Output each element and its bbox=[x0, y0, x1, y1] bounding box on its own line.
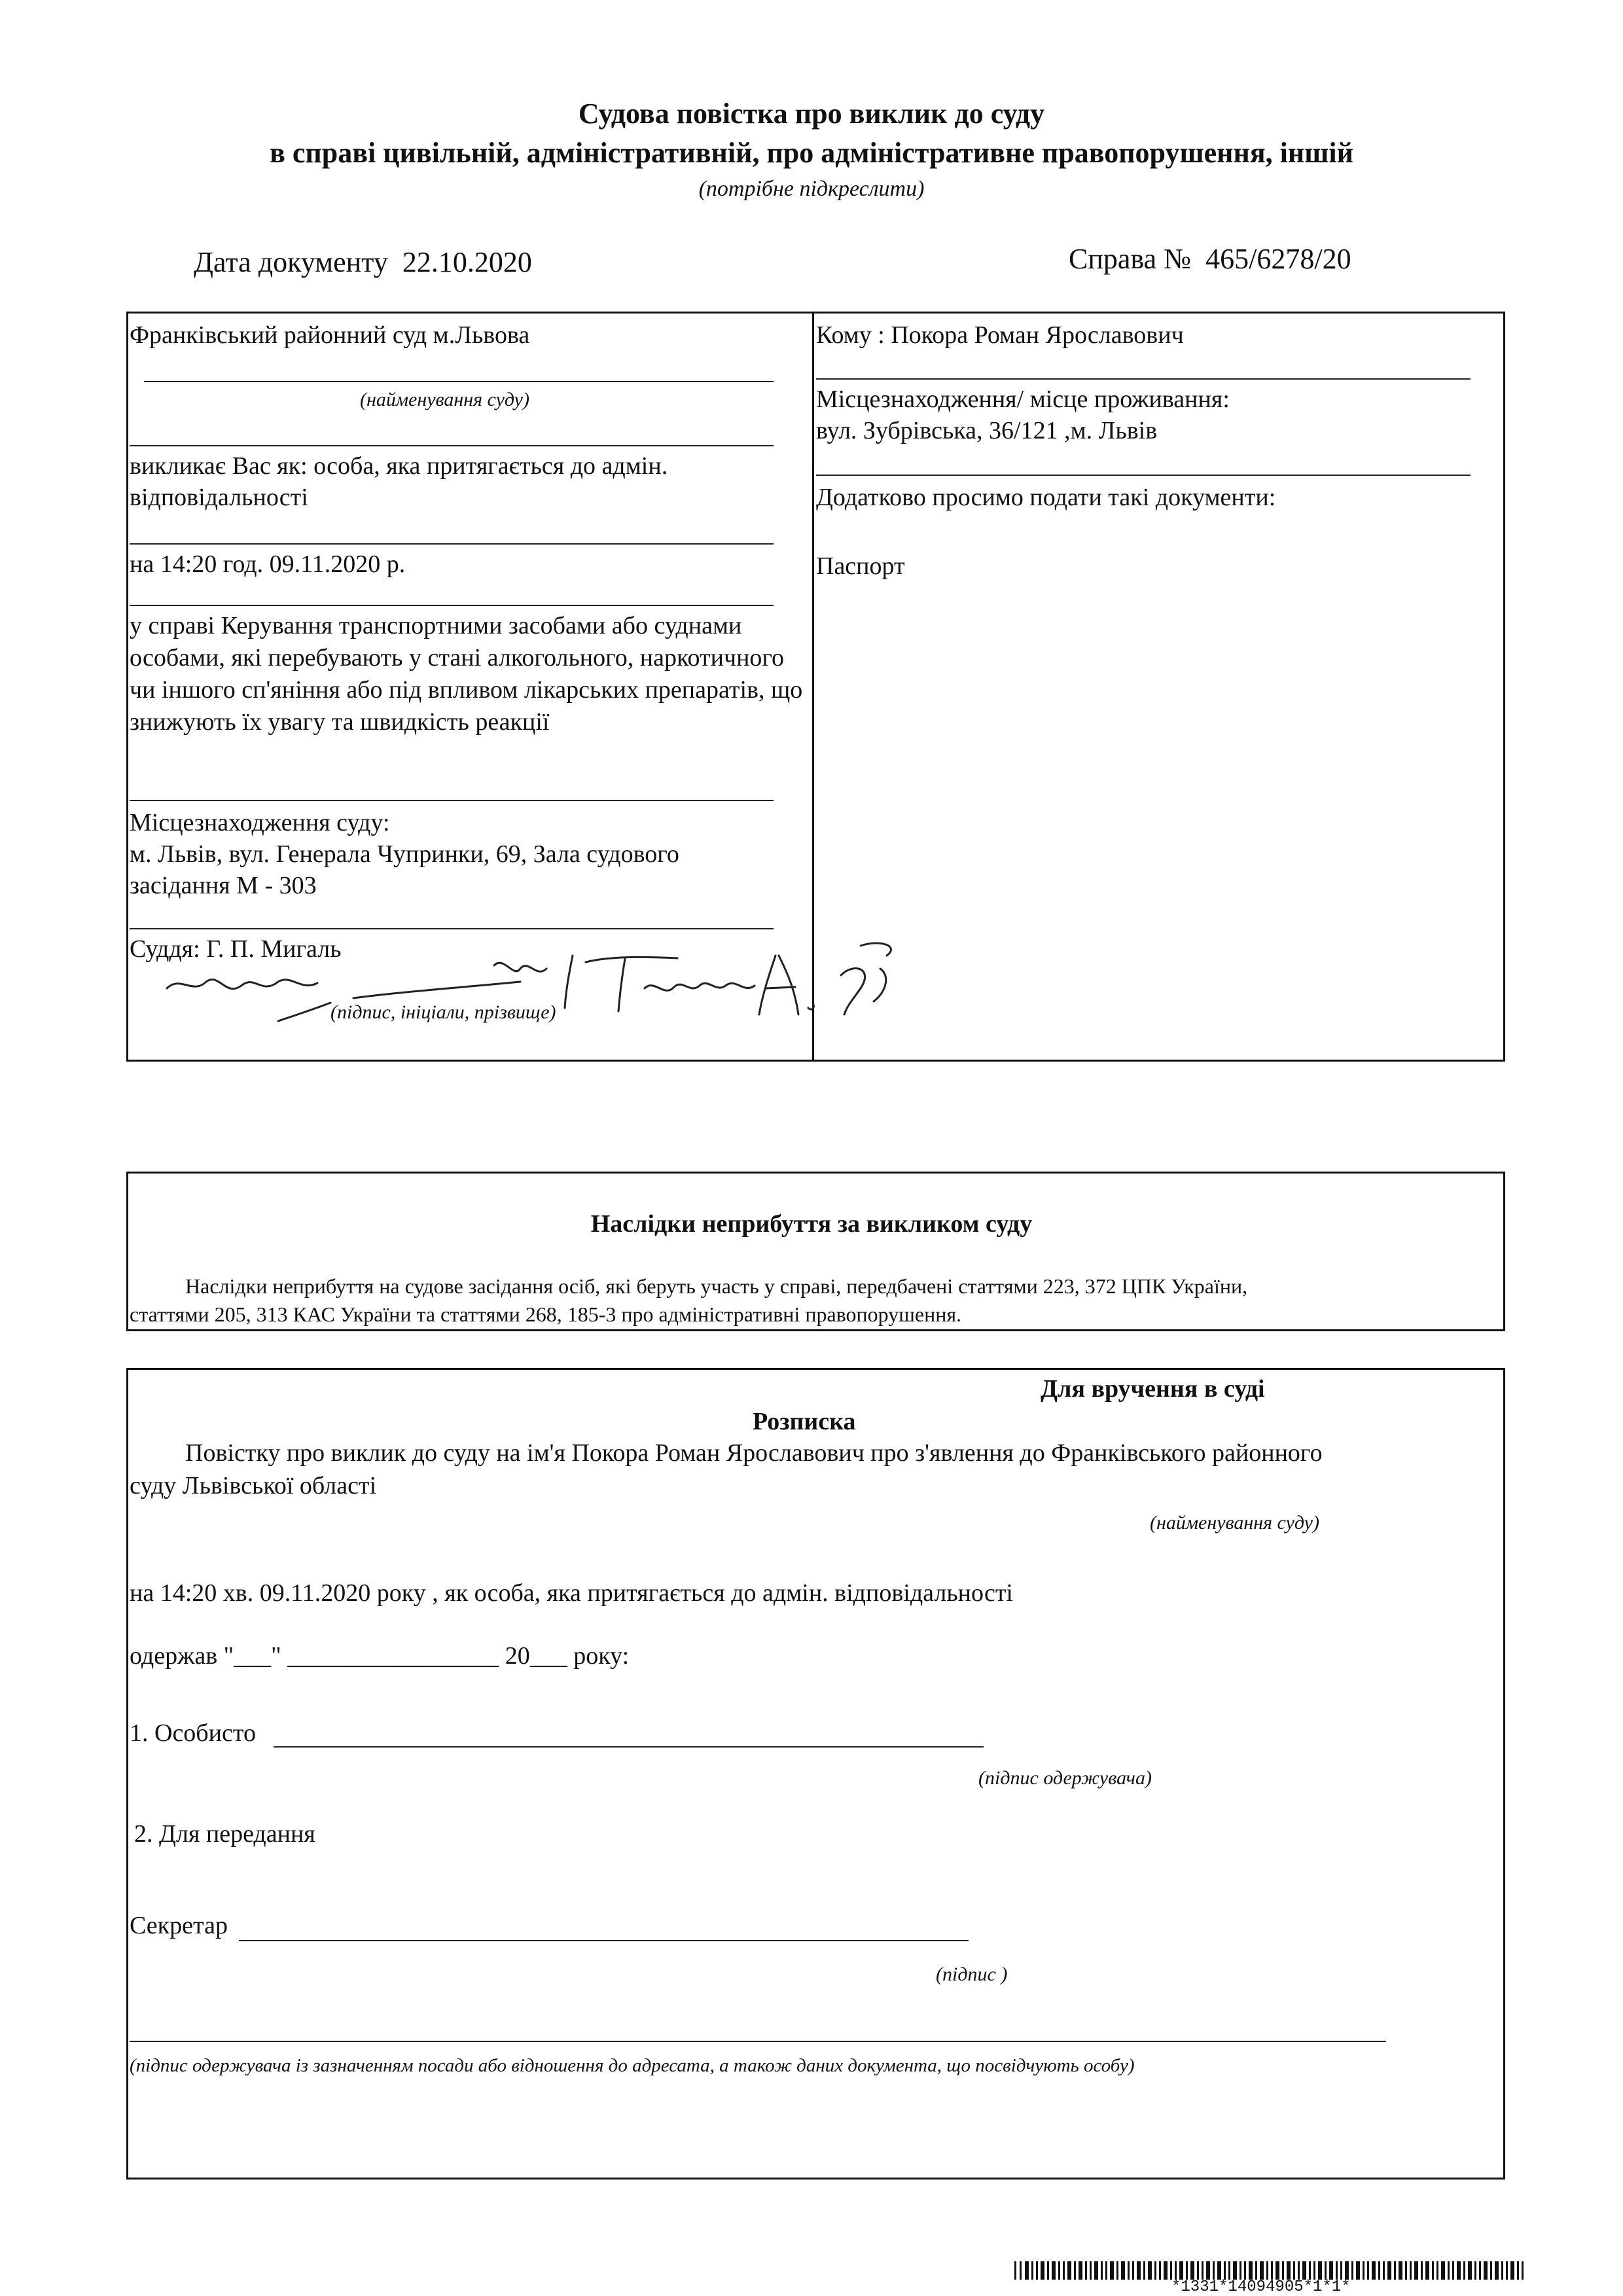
consequences-text-line2: статтями 205, 313 КАС України та статтями 268, 185-3 про адміністративні правопорушення. bbox=[130, 1302, 962, 1326]
judge-signature-image bbox=[128, 916, 946, 1047]
divider bbox=[130, 543, 774, 545]
secretary-signature-line bbox=[239, 1940, 969, 1941]
documents-label: Додатково просимо подати такі документи: bbox=[816, 484, 1276, 511]
signature-caption: (підпис, ініціали, прізвище) bbox=[330, 1001, 556, 1023]
divider bbox=[130, 605, 774, 606]
summons-role-line1: викликає Вас як: особа, яка притягається до адмін. bbox=[130, 452, 668, 480]
case-value: 465/6278/20 bbox=[1205, 243, 1351, 275]
receipt-footer-note: (підпис одержувача із зазначенням посади або відношення до адресата, а також даних документа, що посвідчують особу) bbox=[130, 2055, 1135, 2076]
court-location-line2: засідання М - 303 bbox=[130, 872, 317, 899]
court-name-underline bbox=[144, 381, 774, 382]
court-location-line1: м. Львів, вул. Генерала Чупринки, 69, Зала судового bbox=[130, 840, 679, 868]
address-value: вул. Зубрівська, 36/121 ,м. Львів bbox=[816, 417, 1158, 444]
receipt-line2: суду Львівської області bbox=[130, 1472, 377, 1499]
document-title: Судова повістка про виклик до суду bbox=[578, 98, 1045, 130]
consequences-text-line1: Наслідки неприбуття на судове засідання осіб, які беруть участь у справі, передбачені статтями 223, 372 ЦПК України, bbox=[185, 1274, 1248, 1298]
document-subtitle: в справі цивільній, адміністративній, про адміністративне правопорушення, іншій bbox=[270, 137, 1353, 169]
court-caption: (найменування суду) bbox=[1150, 1512, 1319, 1534]
personally-label: 1. Особисто bbox=[130, 1719, 256, 1747]
barcode-image bbox=[1014, 2261, 1525, 2280]
court-name: Франківський районний суд м.Львова bbox=[130, 321, 530, 349]
documents-value: Паспорт bbox=[816, 552, 905, 580]
for-transfer-label: 2. Для передання bbox=[134, 1820, 315, 1848]
date-value: 22.10.2020 bbox=[402, 246, 532, 278]
secretary-label: Секретар bbox=[130, 1912, 228, 1939]
address-label: Місцезнаходження/ місце проживання: bbox=[816, 386, 1230, 413]
consequences-title: Наслідки неприбуття за викликом суду bbox=[590, 1210, 1033, 1238]
court-name-caption: (найменування суду) bbox=[360, 389, 529, 410]
title-note: (потрібне підкреслити) bbox=[698, 177, 925, 201]
receipt-line1: Повістку про виклик до суду на ім'я Покора Роман Ярославович про з'явлення до Франківського районного bbox=[185, 1439, 1323, 1467]
received-date-line: одержав "___" _________________ 20___ року: bbox=[130, 1642, 630, 1670]
recipient-signature-caption: (підпис одержувача) bbox=[978, 1767, 1152, 1789]
document-date bbox=[194, 245, 532, 279]
court-location-label: Місцезнаходження суду: bbox=[130, 809, 390, 836]
divider bbox=[130, 445, 774, 446]
receipt-time-line: на 14:20 хв. 09.11.2020 року , як особа, яка притягається до адмін. відповідальності bbox=[130, 1579, 1013, 1607]
recipient: Кому : Покора Роман Ярославович bbox=[816, 321, 1184, 349]
case-subject: у справі Керування транспортними засобами або суднами особами, які перебувають у стані алкогольного, наркотичного чи іншого сп'яніння або під впливом лікарських препаратів, що знижують їх увагу та швидкість реакції bbox=[130, 612, 803, 736]
judge-name: Суддя: Г. П. Мигаль bbox=[130, 935, 342, 963]
summons-role-line2: відповідальності bbox=[130, 484, 308, 511]
case-number bbox=[1069, 242, 1351, 276]
receipt-title: Розписка bbox=[753, 1408, 856, 1435]
hearing-time: на 14:20 год. 09.11.2020 р. bbox=[130, 550, 406, 578]
divider bbox=[130, 800, 774, 801]
personally-signature-line bbox=[274, 1746, 984, 1748]
case-label: Справа № bbox=[1069, 243, 1192, 275]
footer-signature-line bbox=[130, 2041, 1386, 2042]
for-court-label: Для вручення в суді bbox=[1041, 1375, 1265, 1403]
divider bbox=[816, 475, 1471, 476]
date-label: Дата документу bbox=[194, 246, 388, 278]
divider bbox=[816, 378, 1471, 380]
secretary-signature-caption: (підпис ) bbox=[936, 1964, 1008, 1985]
barcode-text: *1331*14094905*1*1* bbox=[1171, 2278, 1351, 2296]
